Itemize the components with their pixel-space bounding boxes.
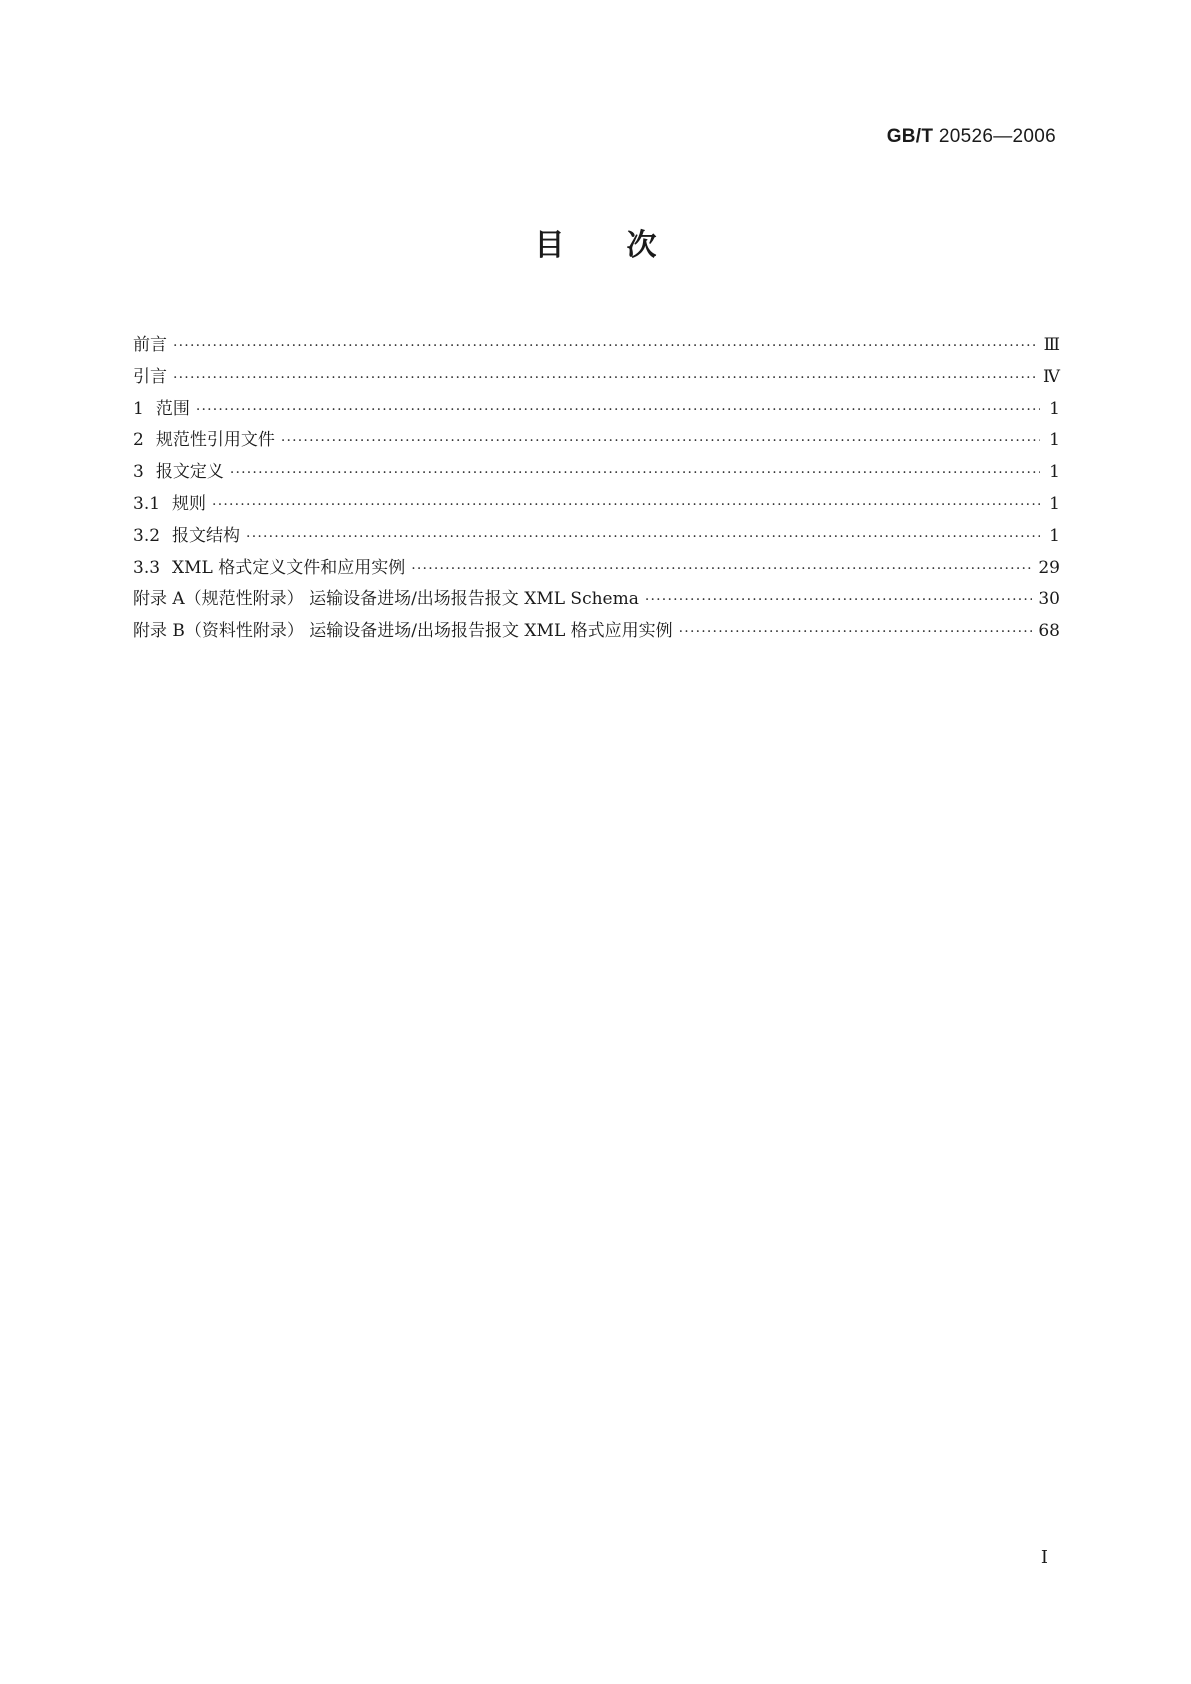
toc-entry-number: 3.3 [133,557,161,578]
toc-entry-3[interactable] [133,457,1060,489]
toc-leader-dots [173,338,1038,354]
toc-leader-dots [173,370,1037,386]
toc-entry-page: 29 [1038,557,1060,578]
toc-entry-label [133,425,281,450]
toc-leader-dots [230,465,1040,481]
toc-entry-label [133,394,196,419]
toc-leader-dots [212,497,1040,513]
toc-entry-introduction[interactable] [133,362,1060,394]
toc-entry-text: 引言 [133,366,167,387]
toc-entry-text: 规则 [172,493,207,514]
toc-entry-text: 报文定义 [155,462,224,483]
toc-entry-label [133,584,645,609]
toc-leader-dots [196,402,1040,418]
toc-entry-label [133,489,212,514]
toc-leader-dots [645,592,1033,608]
toc-entry-label [133,616,679,641]
toc-leader-dots [679,624,1033,640]
toc-entry-number: 3 [133,462,144,483]
toc-entry-label [133,521,246,546]
toc-entry-text: 范围 [155,398,190,419]
toc-entry-number: 2 [133,430,144,451]
toc-entry-2[interactable] [133,425,1060,457]
toc-entry-foreword[interactable] [133,330,1060,362]
toc-leader-dots [246,529,1040,545]
toc-entry-1[interactable] [133,394,1060,426]
toc-entry-text: 前言 [133,335,167,355]
toc-entry-text: 附录 A（规范性附录） 运输设备进场/出场报告报文 XML Schema [133,589,639,610]
table-of-contents [133,330,1060,648]
page-number: I [1040,1547,1048,1568]
toc-entry-page: 1 [1049,462,1060,483]
toc-entry-3-3[interactable] [133,553,1060,585]
toc-leader-dots [281,433,1040,449]
toc-entry-3-1[interactable] [133,489,1060,521]
toc-entry-text: 附录 B（资料性附录） 运输设备进场/出场报告报文 XML 格式应用实例 [133,621,673,642]
standard-number: 20526—2006 [938,126,1056,147]
toc-entry-label [133,457,230,482]
toc-entry-text: XML 格式定义文件和应用实例 [172,557,406,578]
toc-entry-label [133,330,173,355]
toc-entry-number: 1 [133,398,144,419]
toc-entry-label [133,553,411,578]
toc-entry-page: 68 [1038,621,1060,642]
toc-leader-dots [411,561,1032,577]
title-char-1: 目 [534,228,565,263]
title-char-2: 次 [626,228,657,263]
toc-entry-label [133,362,173,387]
toc-entry-page: 1 [1049,525,1060,546]
toc-entry-page: 1 [1049,430,1060,451]
toc-entry-page: Ⅳ [1043,366,1060,387]
toc-entry-page: Ⅲ [1043,335,1060,355]
toc-entry-page: 30 [1038,589,1060,610]
toc-entry-text: 规范性引用文件 [155,430,275,451]
toc-entry-number: 3.2 [133,525,161,546]
standard-code [887,126,1056,148]
toc-entry-appendix-b[interactable] [133,616,1060,648]
standard-prefix: GB/T [886,126,934,147]
toc-entry-page: 1 [1049,493,1060,514]
toc-entry-number: 3.1 [133,493,161,514]
page-title [0,226,1191,266]
toc-entry-page: 1 [1049,398,1060,419]
toc-entry-appendix-a[interactable] [133,584,1060,616]
toc-entry-text: 报文结构 [172,525,241,546]
toc-entry-3-2[interactable] [133,521,1060,553]
